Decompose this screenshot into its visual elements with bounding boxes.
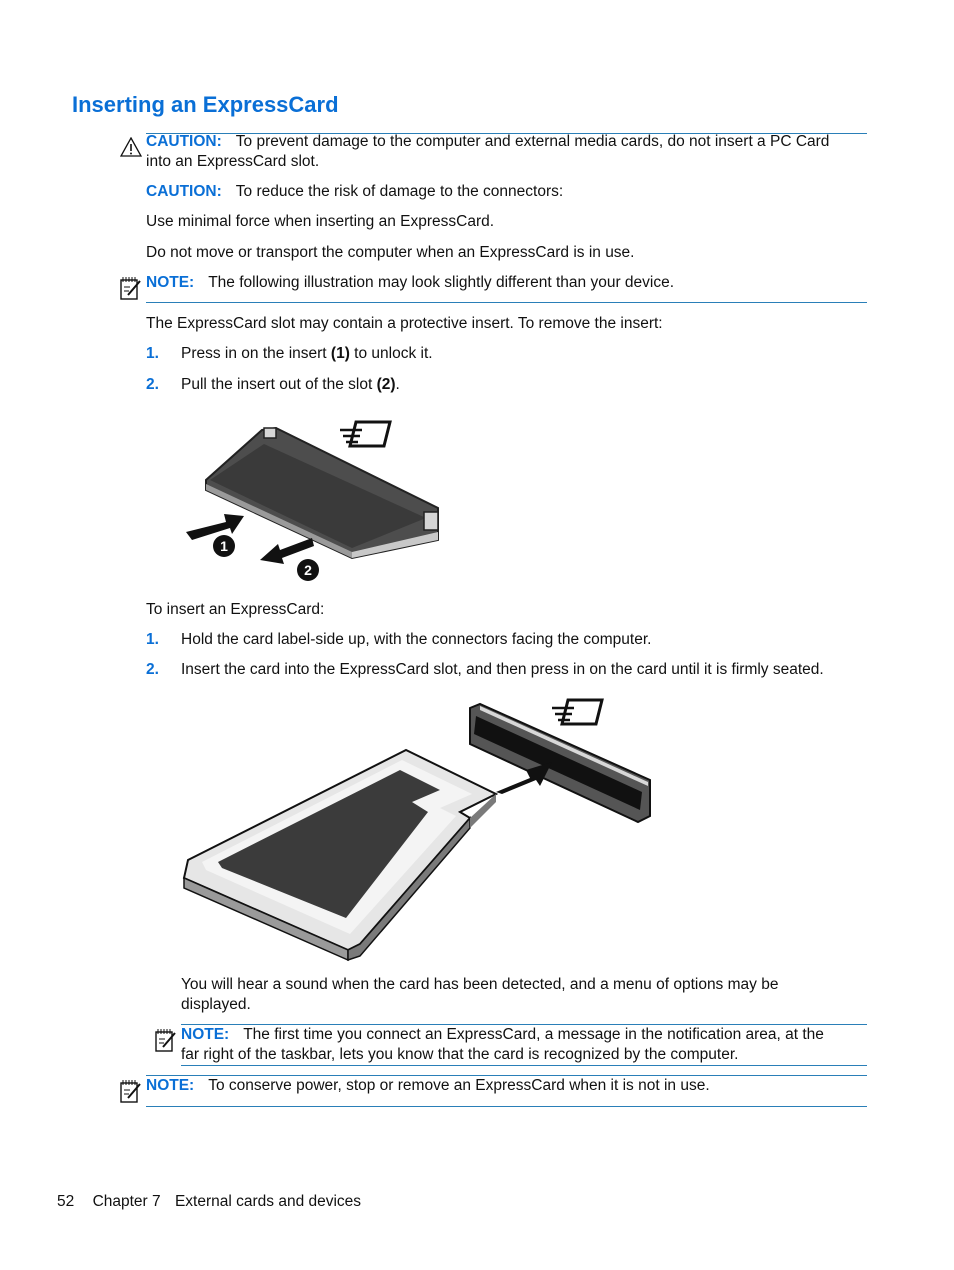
note-text-cont: far right of the taskbar, lets you know that the card is recognized by the computer. xyxy=(181,1046,739,1063)
step-text-end: . xyxy=(395,376,400,393)
page-number: 52 xyxy=(57,1193,75,1210)
sound-text-line-1: You will hear a sound when the card has been detected, and a menu of options may be xyxy=(181,976,779,993)
caution-text-cont: into an ExpressCard slot. xyxy=(146,153,320,170)
step-text-end: to unlock it. xyxy=(349,345,433,362)
note-label: NOTE: xyxy=(181,1026,230,1043)
callout-1: 1 xyxy=(220,538,228,554)
step-number: 2. xyxy=(146,376,159,393)
insert-intro: To insert an ExpressCard: xyxy=(146,601,325,618)
caution-label: CAUTION: xyxy=(146,133,222,150)
caution-line-1: Use minimal force when inserting an ExpressCard. xyxy=(146,213,495,230)
note-block-2 xyxy=(181,1025,871,1065)
sound-text-line-2: displayed. xyxy=(181,996,251,1013)
note-icon xyxy=(154,1027,178,1053)
step-callout: (1) xyxy=(330,345,350,362)
remove-intro: The ExpressCard slot may contain a protective insert. To remove the insert: xyxy=(146,315,663,332)
caution-line-2: Do not move or transport the computer when an ExpressCard is in use. xyxy=(146,244,635,261)
note-rule xyxy=(146,302,867,303)
note-label: NOTE: xyxy=(146,1077,195,1094)
expresscard-logo-icon xyxy=(340,422,390,446)
note-icon xyxy=(119,1078,143,1104)
note-rule xyxy=(181,1065,867,1066)
caution-text: To reduce the risk of damage to the connectors: xyxy=(235,183,564,200)
figure-remove-insert xyxy=(180,414,450,586)
step-number: 2. xyxy=(146,661,159,678)
step-text: Press in on the insert xyxy=(181,345,331,362)
figure-insert-card xyxy=(180,694,660,966)
note-text: To conserve power, stop or remove an ExpressCard when it is not in use. xyxy=(208,1077,710,1094)
step-text: Insert the card into the ExpressCard slot, and then press in on the card until it is firmly seated. xyxy=(181,661,824,678)
caution-block-2 xyxy=(146,182,563,202)
note-text: The following illustration may look slightly different than your device. xyxy=(208,274,675,291)
step-number: 1. xyxy=(146,345,159,362)
chapter-label: Chapter 7 xyxy=(92,1193,161,1210)
note-label: NOTE: xyxy=(146,274,195,291)
callout-2: 2 xyxy=(304,562,312,578)
caution-label: CAUTION: xyxy=(146,183,222,200)
caution-block xyxy=(146,132,866,172)
caution-text: To prevent damage to the computer and external media cards, do not insert a PC Card xyxy=(235,133,830,150)
sound-paragraph xyxy=(181,975,778,1015)
page-title: Inserting an ExpressCard xyxy=(72,92,339,117)
expresscard-logo-icon xyxy=(552,700,602,724)
note-block-3 xyxy=(146,1076,710,1096)
note-icon xyxy=(119,275,143,301)
note-block-1 xyxy=(146,273,674,293)
note-text: The first time you connect an ExpressCard, a message in the notification area, at the xyxy=(243,1026,824,1043)
step-text: Pull the insert out of the slot xyxy=(181,376,377,393)
step-number: 1. xyxy=(146,631,159,648)
warning-icon xyxy=(120,137,142,157)
step-text: Hold the card label-side up, with the connectors facing the computer. xyxy=(181,631,652,648)
chapter-title: External cards and devices xyxy=(174,1193,362,1210)
page-footer xyxy=(57,1192,361,1212)
note-rule xyxy=(146,1106,867,1107)
step-callout: (2) xyxy=(376,376,396,393)
